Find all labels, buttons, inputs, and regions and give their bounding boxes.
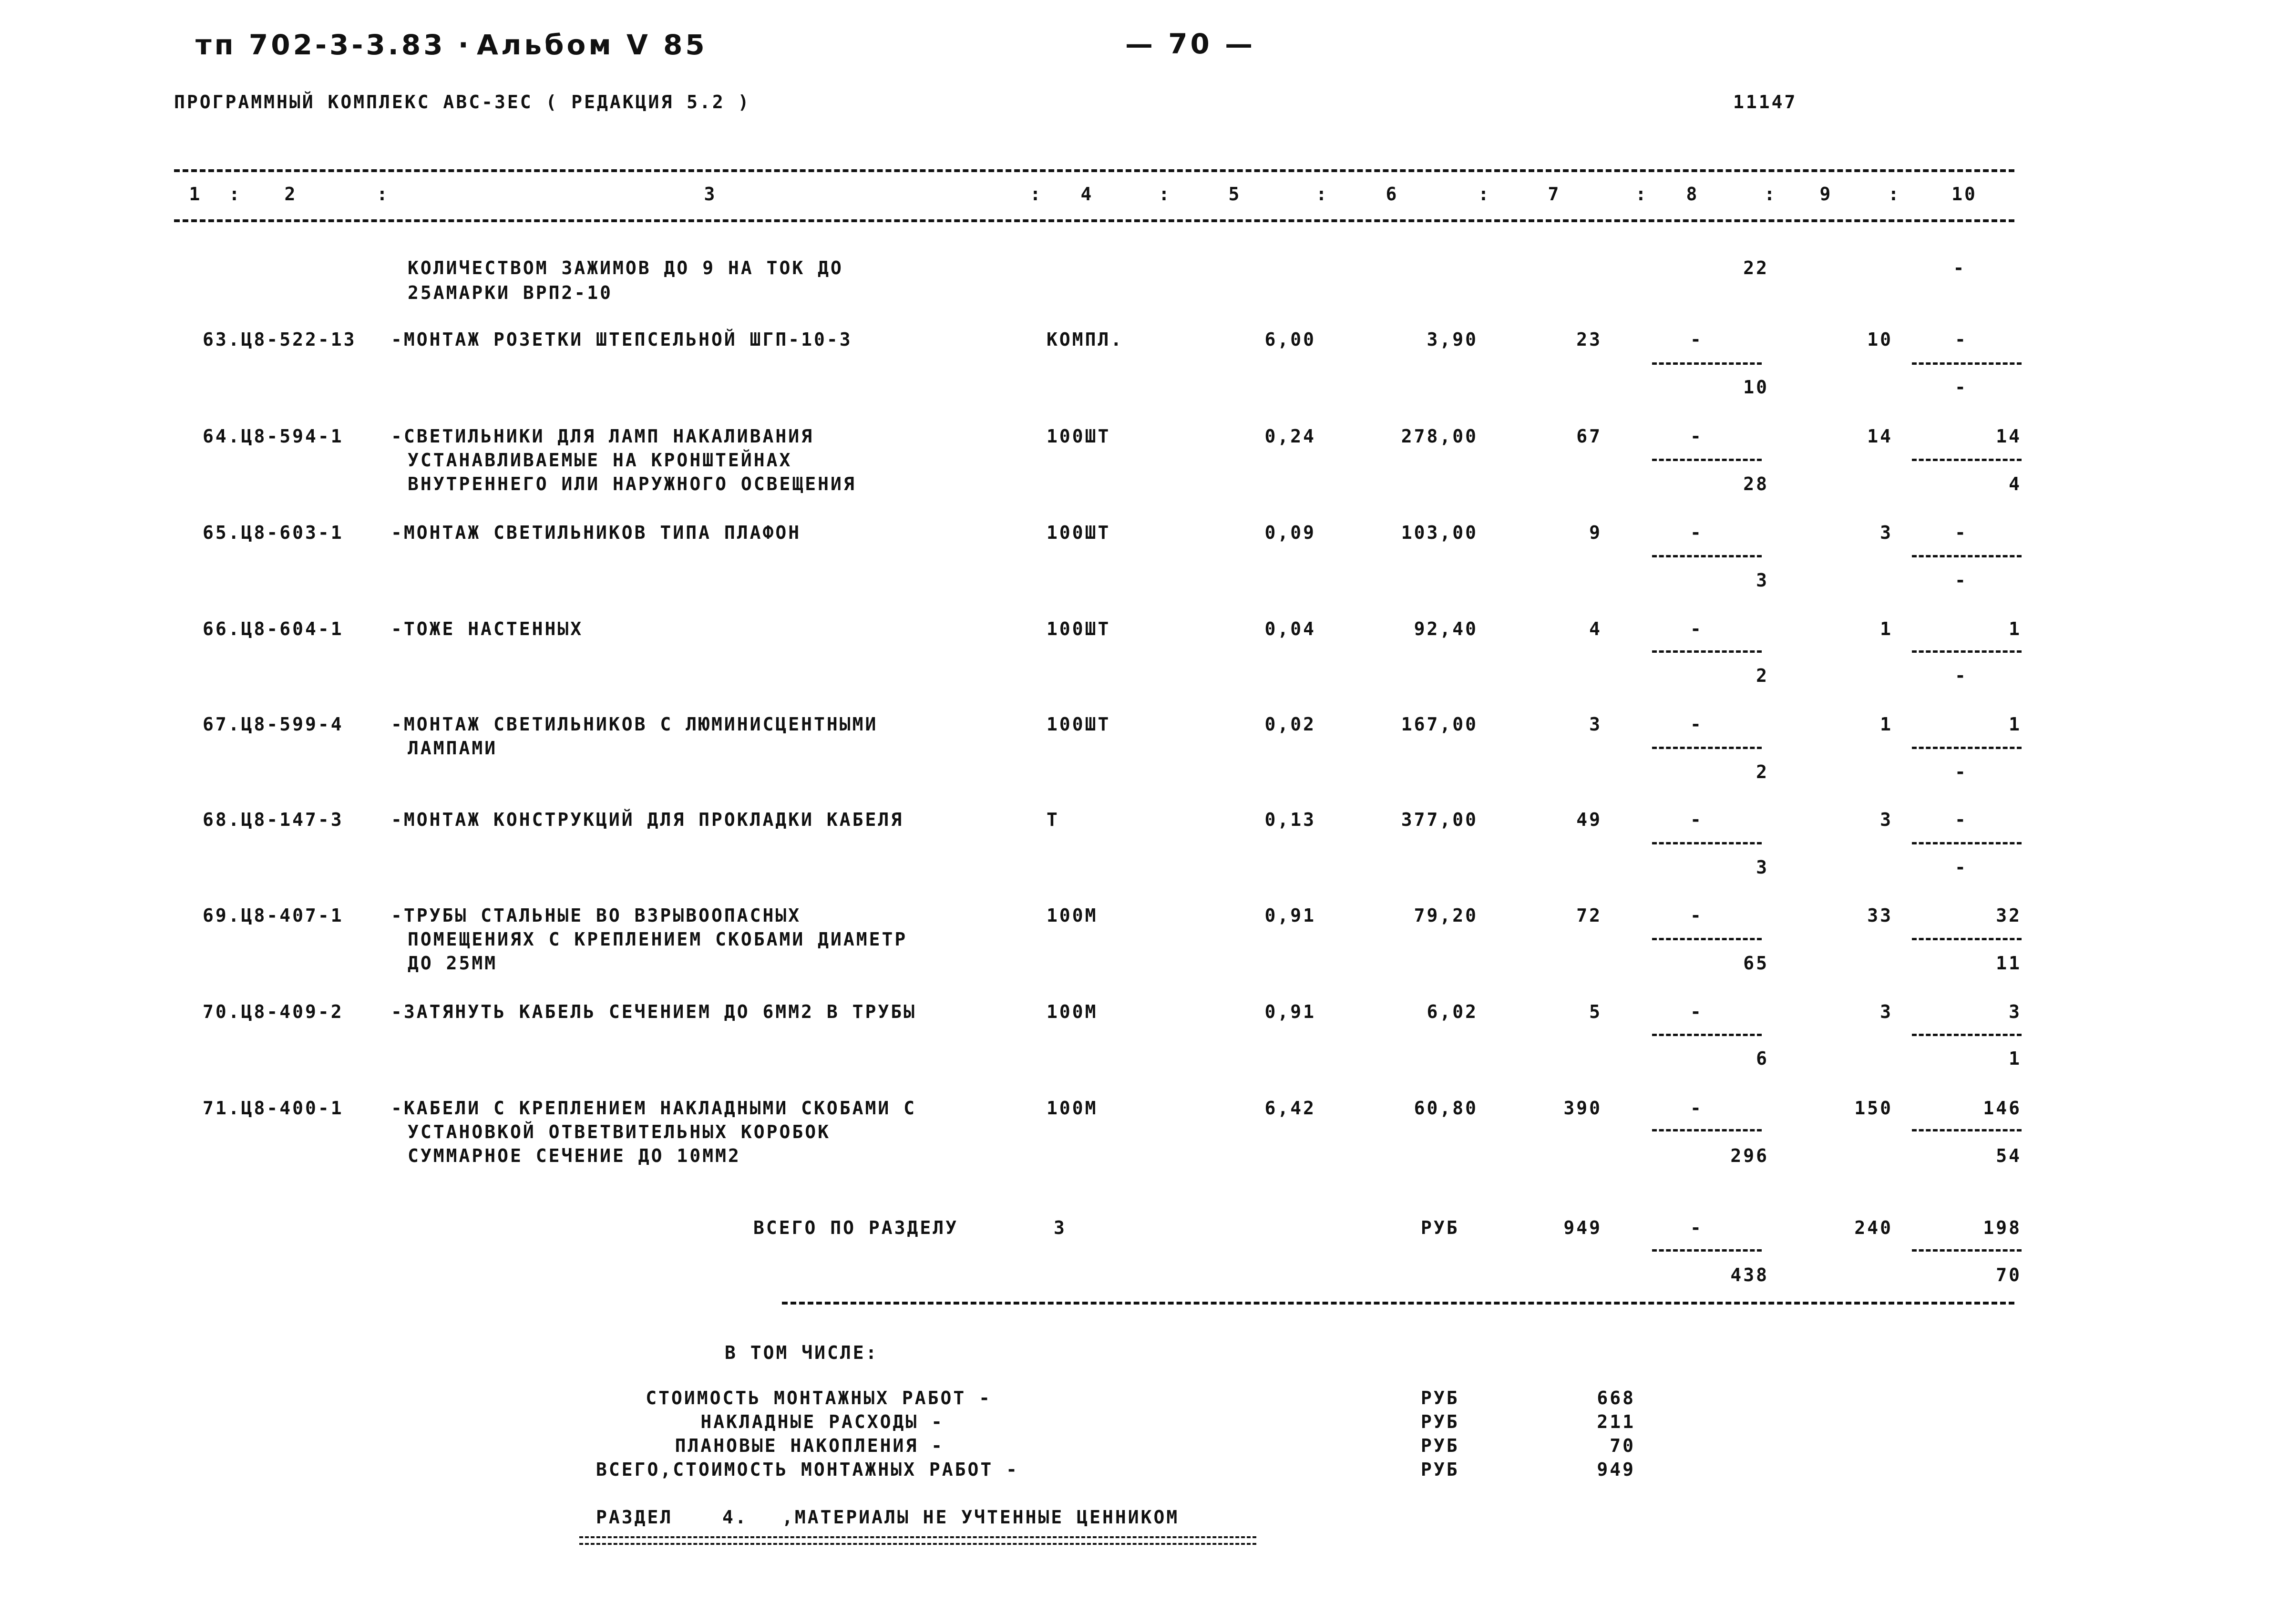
row-description-line: ВНУТРЕННЕГО ИЛИ НАРУЖНОГО ОСВЕЩЕНИЯ xyxy=(408,473,856,494)
row-code: 63.Ц8-522-13 xyxy=(203,329,357,350)
row-code: 70.Ц8-409-2 xyxy=(203,1001,344,1022)
total-col8-top: - xyxy=(1690,1217,1703,1238)
document-code: 11147 xyxy=(1733,92,1797,113)
row-description-line: -КАБЕЛИ С КРЕПЛЕНИЕМ НАКЛАДНЫМИ СКОБАМИ С xyxy=(391,1098,916,1119)
row-col10-top: 146 xyxy=(1983,1098,2022,1119)
row-col8-bottom: 28 xyxy=(1743,473,1769,494)
section-label: РАЗДЕЛ xyxy=(596,1507,673,1528)
fraction-rule xyxy=(1652,459,1762,461)
row-quantity: 0,02 xyxy=(1264,714,1316,735)
row-col7-value: 72 xyxy=(1576,905,1602,926)
row-description-line: -ТОЖЕ НАСТЕННЫХ xyxy=(391,618,584,639)
fraction-rule xyxy=(1912,459,2022,461)
fraction-rule xyxy=(1912,1129,2022,1131)
column-header-3: 3 xyxy=(704,184,717,205)
row-col10-top: 32 xyxy=(1996,905,2022,926)
total-currency: РУБ xyxy=(1421,1217,1459,1238)
row-code: 68.Ц8-147-3 xyxy=(203,809,344,830)
row-col10-bottom: 11 xyxy=(1996,953,2022,974)
fraction-rule xyxy=(1912,747,2022,749)
row-description-line: ПОМЕЩЕНИЯХ С КРЕПЛЕНИЕМ СКОБАМИ ДИАМЕТР xyxy=(408,929,908,950)
row-unit-price: 3,90 xyxy=(1427,329,1478,350)
row-unit: 100ШТ xyxy=(1047,426,1111,447)
row-description-line: -МОНТАЖ СВЕТИЛЬНИКОВ ТИПА ПЛАФОН xyxy=(391,522,801,543)
fraction-rule xyxy=(1912,1249,2022,1252)
row-code: 67.Ц8-599-4 xyxy=(203,714,344,735)
row-description-line: КОЛИЧЕСТВОМ ЗАЖИМОВ ДО 9 НА ТОК ДО xyxy=(408,257,843,278)
column-header-8: 8 xyxy=(1686,184,1699,205)
breakdown-currency: РУБ xyxy=(1421,1459,1459,1480)
column-header-9: 9 xyxy=(1819,184,1833,205)
row-code: 65.Ц8-603-1 xyxy=(203,522,344,543)
column-header-1: 1 xyxy=(189,184,202,205)
row-col10-top: 1 xyxy=(2009,714,2022,735)
row-description-line: ДО 25ММ xyxy=(408,953,498,974)
total-col8-bottom: 438 xyxy=(1730,1264,1769,1285)
row-col10-bottom: - xyxy=(1955,665,1968,686)
row-col10-bottom: 4 xyxy=(2009,473,2022,494)
column-separator: : xyxy=(1478,184,1491,205)
row-col10-top: 14 xyxy=(1996,426,2022,447)
fraction-rule xyxy=(1652,555,1762,557)
row-col8-bottom: 65 xyxy=(1743,953,1769,974)
row-unit: 100М xyxy=(1047,1001,1098,1022)
breakdown-label: СТОИМОСТЬ МОНТАЖНЫХ РАБОТ - xyxy=(646,1388,992,1408)
row-col9-value: 33 xyxy=(1867,905,1893,926)
fraction-rule xyxy=(1912,555,2022,557)
row-col8-bottom: 2 xyxy=(1756,665,1769,686)
row-col8-bottom: 2 xyxy=(1756,761,1769,782)
row-col10-bottom: - xyxy=(1955,761,1968,782)
row-description-line: -МОНТАЖ РОЗЕТКИ ШТЕПСЕЛЬНОЙ ШГП-10-3 xyxy=(391,329,852,350)
row-col10-top: 3 xyxy=(2009,1001,2022,1022)
row-quantity: 0,04 xyxy=(1264,618,1316,639)
row-description-line: -ЗАТЯНУТЬ КАБЕЛЬ СЕЧЕНИЕМ ДО 6ММ2 В ТРУБЫ xyxy=(391,1001,916,1022)
row-col10-bottom: - xyxy=(1955,570,1968,591)
breakdown-value: 949 xyxy=(1597,1459,1635,1480)
row-col9-value: 3 xyxy=(1880,522,1893,543)
column-header-6: 6 xyxy=(1386,184,1399,205)
row-description-line: -ТРУБЫ СТАЛЬНЫЕ ВО ВЗРЫВООПАСНЫХ xyxy=(391,905,801,926)
breakdown-currency: РУБ xyxy=(1421,1411,1459,1432)
fraction-rule xyxy=(1652,1129,1762,1131)
row-col8-top: - xyxy=(1690,1098,1703,1119)
row-description-line: -МОНТАЖ СВЕТИЛЬНИКОВ С ЛЮМИНИСЦЕНТНЫМИ xyxy=(391,714,878,735)
fraction-rule xyxy=(1912,938,2022,940)
total-col10-top: 198 xyxy=(1983,1217,2022,1238)
row-unit: 100М xyxy=(1047,1098,1098,1119)
row-quantity: 0,91 xyxy=(1264,1001,1316,1022)
row-description-line: УСТАНАВЛИВАЕМЫЕ НА КРОНШТЕЙНАХ xyxy=(408,450,792,471)
section-title: ,МАТЕРИАЛЫ НЕ УЧТЕННЫЕ ЦЕННИКОМ xyxy=(782,1507,1180,1528)
breakdown-label: НАКЛАДНЫЕ РАСХОДЫ - xyxy=(700,1411,944,1432)
row-unit-price: 167,00 xyxy=(1401,714,1478,735)
column-header-4: 4 xyxy=(1080,184,1094,205)
row-code: 69.Ц8-407-1 xyxy=(203,905,344,926)
row-col8-top: - xyxy=(1690,905,1703,926)
row-unit-price: 103,00 xyxy=(1401,522,1478,543)
row-col10-bottom: - xyxy=(1955,857,1968,878)
row-col8-bottom: 6 xyxy=(1756,1048,1769,1069)
row-description-line: -СВЕТИЛЬНИКИ ДЛЯ ЛАМП НАКАЛИВАНИЯ xyxy=(391,426,814,447)
column-header-2: 2 xyxy=(284,184,298,205)
table-top-rule xyxy=(174,169,2014,172)
row-col7-value: 49 xyxy=(1576,809,1602,830)
row-col9-value: 1 xyxy=(1880,714,1893,735)
section-double-rule xyxy=(579,1536,1256,1545)
row-col9-value: 3 xyxy=(1880,1001,1893,1022)
total-col9-value: 240 xyxy=(1854,1217,1893,1238)
row-unit: 100ШТ xyxy=(1047,522,1111,543)
total-label: ВСЕГО ПО РАЗДЕЛУ xyxy=(753,1217,959,1238)
row-unit-price: 6,02 xyxy=(1427,1001,1478,1022)
row-unit-price: 92,40 xyxy=(1414,618,1478,639)
breakdown-value: 668 xyxy=(1597,1388,1635,1408)
fraction-rule xyxy=(1912,650,2022,653)
total-bottom-rule xyxy=(782,1302,2014,1305)
section-number: 4. xyxy=(722,1507,748,1528)
fraction-rule xyxy=(1652,842,1762,844)
row-col10-top: - xyxy=(1955,809,1968,830)
fraction-rule xyxy=(1652,747,1762,749)
row-col9-value: 150 xyxy=(1854,1098,1893,1119)
column-separator: : xyxy=(1316,184,1329,205)
row-col8-top: - xyxy=(1690,1001,1703,1022)
breakdown-heading: В ТОМ ЧИСЛЕ: xyxy=(725,1342,879,1363)
row-quantity: 0,09 xyxy=(1264,522,1316,543)
program-title: ПРОГРАММНЫЙ КОМПЛЕКС АВС-3ЕС ( РЕДАКЦИЯ 5.2 ) xyxy=(174,92,751,113)
album-label: Альбом V 85 xyxy=(477,29,708,61)
row-col8-value: 22 xyxy=(1743,257,1769,278)
row-col10-top: - xyxy=(1955,522,1968,543)
breakdown-currency: РУБ xyxy=(1421,1435,1459,1456)
row-unit: Т xyxy=(1047,809,1059,830)
fraction-rule xyxy=(1652,938,1762,940)
row-col8-bottom: 3 xyxy=(1756,857,1769,878)
document-reference: тп 702-3-3.83 · xyxy=(195,29,472,61)
row-unit: 100ШТ xyxy=(1047,714,1111,735)
row-col8-top: - xyxy=(1690,809,1703,830)
row-code: 64.Ц8-594-1 xyxy=(203,426,344,447)
fraction-rule xyxy=(1652,362,1762,365)
row-description-line: УСТАНОВКОЙ ОТВЕТВИТЕЛЬНЫХ КОРОБОК xyxy=(408,1121,831,1142)
row-col7-value: 23 xyxy=(1576,329,1602,350)
row-col9-value: 3 xyxy=(1880,809,1893,830)
fraction-rule xyxy=(1912,362,2022,365)
column-separator: : xyxy=(229,184,242,205)
row-col10-bottom: 54 xyxy=(1996,1145,2022,1166)
page-number: — 70 — xyxy=(1125,28,1256,60)
fraction-rule xyxy=(1912,842,2022,844)
total-col7-value: 949 xyxy=(1563,1217,1602,1238)
row-unit: КОМПЛ. xyxy=(1047,329,1124,350)
column-header-7: 7 xyxy=(1548,184,1561,205)
row-col8-top: - xyxy=(1690,618,1703,639)
total-col10-bottom: 70 xyxy=(1996,1264,2022,1285)
row-unit: 100М xyxy=(1047,905,1098,926)
row-col8-top: - xyxy=(1690,714,1703,735)
fraction-rule xyxy=(1912,1034,2022,1036)
breakdown-currency: РУБ xyxy=(1421,1388,1459,1408)
row-description-line: 25АМАРКИ ВРП2-10 xyxy=(408,282,613,303)
column-separator: : xyxy=(1030,184,1043,205)
row-col10-value: - xyxy=(1953,257,1966,278)
row-col7-value: 390 xyxy=(1563,1098,1602,1119)
row-col10-top: - xyxy=(1955,329,1968,350)
row-quantity: 6,00 xyxy=(1264,329,1316,350)
row-code: 66.Ц8-604-1 xyxy=(203,618,344,639)
fraction-rule xyxy=(1652,1249,1762,1252)
row-unit-price: 60,80 xyxy=(1414,1098,1478,1119)
column-header-10: 10 xyxy=(1951,184,1977,205)
row-col10-bottom: - xyxy=(1955,377,1968,398)
row-col7-value: 5 xyxy=(1589,1001,1602,1022)
row-col8-top: - xyxy=(1690,522,1703,543)
row-quantity: 6,42 xyxy=(1264,1098,1316,1119)
row-unit-price: 79,20 xyxy=(1414,905,1478,926)
column-separator: : xyxy=(377,184,390,205)
row-quantity: 0,24 xyxy=(1264,426,1316,447)
row-code: 71.Ц8-400-1 xyxy=(203,1098,344,1119)
column-separator: : xyxy=(1888,184,1901,205)
total-section-number: 3 xyxy=(1054,1217,1067,1238)
row-col8-bottom: 296 xyxy=(1730,1145,1769,1166)
row-quantity: 0,91 xyxy=(1264,905,1316,926)
row-unit-price: 377,00 xyxy=(1401,809,1478,830)
row-description-line: СУММАРНОЕ СЕЧЕНИЕ ДО 10ММ2 xyxy=(408,1145,741,1166)
breakdown-value: 70 xyxy=(1610,1435,1635,1456)
breakdown-label: ВСЕГО,СТОИМОСТЬ МОНТАЖНЫХ РАБОТ - xyxy=(596,1459,1019,1480)
row-col7-value: 67 xyxy=(1576,426,1602,447)
row-col8-bottom: 10 xyxy=(1743,377,1769,398)
row-unit-price: 278,00 xyxy=(1401,426,1478,447)
fraction-rule xyxy=(1652,1034,1762,1036)
row-col10-top: 1 xyxy=(2009,618,2022,639)
row-col8-top: - xyxy=(1690,329,1703,350)
row-col10-bottom: 1 xyxy=(2009,1048,2022,1069)
row-quantity: 0,13 xyxy=(1264,809,1316,830)
row-col9-value: 14 xyxy=(1867,426,1893,447)
row-col7-value: 4 xyxy=(1589,618,1602,639)
row-col8-bottom: 3 xyxy=(1756,570,1769,591)
row-col8-top: - xyxy=(1690,426,1703,447)
row-col9-value: 10 xyxy=(1867,329,1893,350)
column-separator: : xyxy=(1159,184,1171,205)
row-description-line: ЛАМПАМИ xyxy=(408,738,498,759)
row-col7-value: 3 xyxy=(1589,714,1602,735)
column-header-5: 5 xyxy=(1228,184,1242,205)
column-separator: : xyxy=(1635,184,1648,205)
breakdown-value: 211 xyxy=(1597,1411,1635,1432)
row-description-line: -МОНТАЖ КОНСТРУКЦИЙ ДЛЯ ПРОКЛАДКИ КАБЕЛЯ xyxy=(391,809,904,830)
row-unit: 100ШТ xyxy=(1047,618,1111,639)
header-bottom-rule xyxy=(174,219,2014,222)
column-separator: : xyxy=(1764,184,1777,205)
fraction-rule xyxy=(1652,650,1762,653)
breakdown-label: ПЛАНОВЫЕ НАКОПЛЕНИЯ - xyxy=(675,1435,944,1456)
row-col7-value: 9 xyxy=(1589,522,1602,543)
row-col9-value: 1 xyxy=(1880,618,1893,639)
